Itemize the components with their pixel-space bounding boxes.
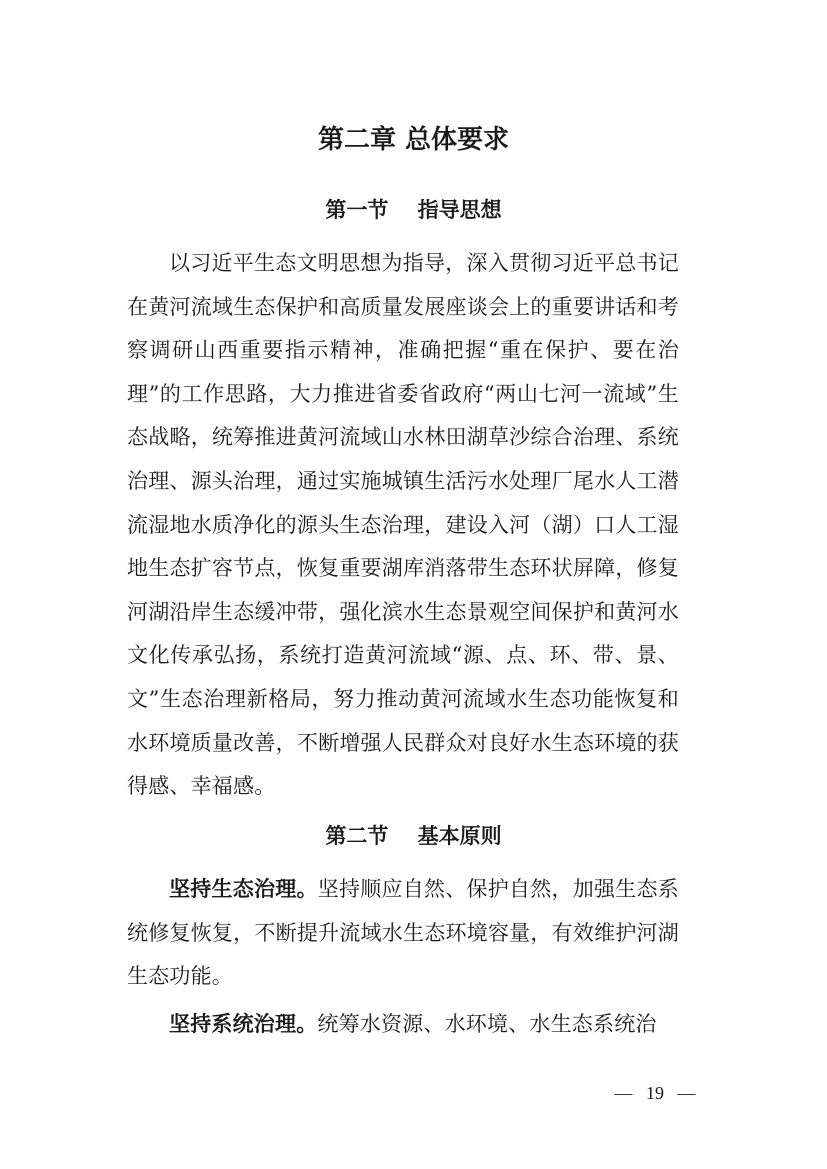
paragraph-ecological-governance — [127, 868, 679, 999]
paragraph-body: 统筹水资源、水环境、水生态系统治 — [317, 1012, 657, 1036]
chapter-title: 第二章 总体要求 — [317, 125, 510, 155]
paragraph-lead: 坚持系统治理。 — [169, 1012, 318, 1036]
section-title-guiding-ideology: 第一节 指导思想 — [325, 198, 502, 222]
paragraph-lead: 坚持生态治理。 — [169, 877, 318, 901]
paragraph-body: 坚持顺应自然、保护自然，加强生态系统修复恢复，不断提升流域水生态环境容量，有效维护河湖生态功能。 — [127, 877, 679, 989]
section-title-basic-principles: 第二节 基本原则 — [325, 824, 502, 848]
paragraph-guiding-ideology — [127, 242, 679, 809]
paragraph-systematic-governance — [127, 1003, 679, 1046]
page-number: — 19 — — [614, 1083, 696, 1103]
paragraph-body: 以习近平生态文明思想为指导，深入贯彻习近平总书记在黄河流域生态保护和高质量发展座谈会上的重要讲话和考察调研山西重要指示精神，准确把握“重在保护、要在治理”的工作思路，大力推进省委省政府“两山七河一流域”生态战略，统筹推进黄河流域山水林田湖草沙综合治理、系统治理、源头治理，通过实施城镇生活污水处理厂尾水人工潜流湿地水质净化的源头生态治理，建设入河（湖）口人工湿地生态扩容节点，恢复重要湖库消落带生态环状屏障，修复河湖沿岸生态缓冲带，强化滨水生态景观空间保护和黄河水文化传承弘扬，系统打造黄河流域“源、点、环、带、景、文”生态治理新格局，努力推动黄河流域水生态功能恢复和水环境质量改善，不断增强人民群众对良好水生态环境的获得感、幸福感。 — [127, 251, 679, 799]
